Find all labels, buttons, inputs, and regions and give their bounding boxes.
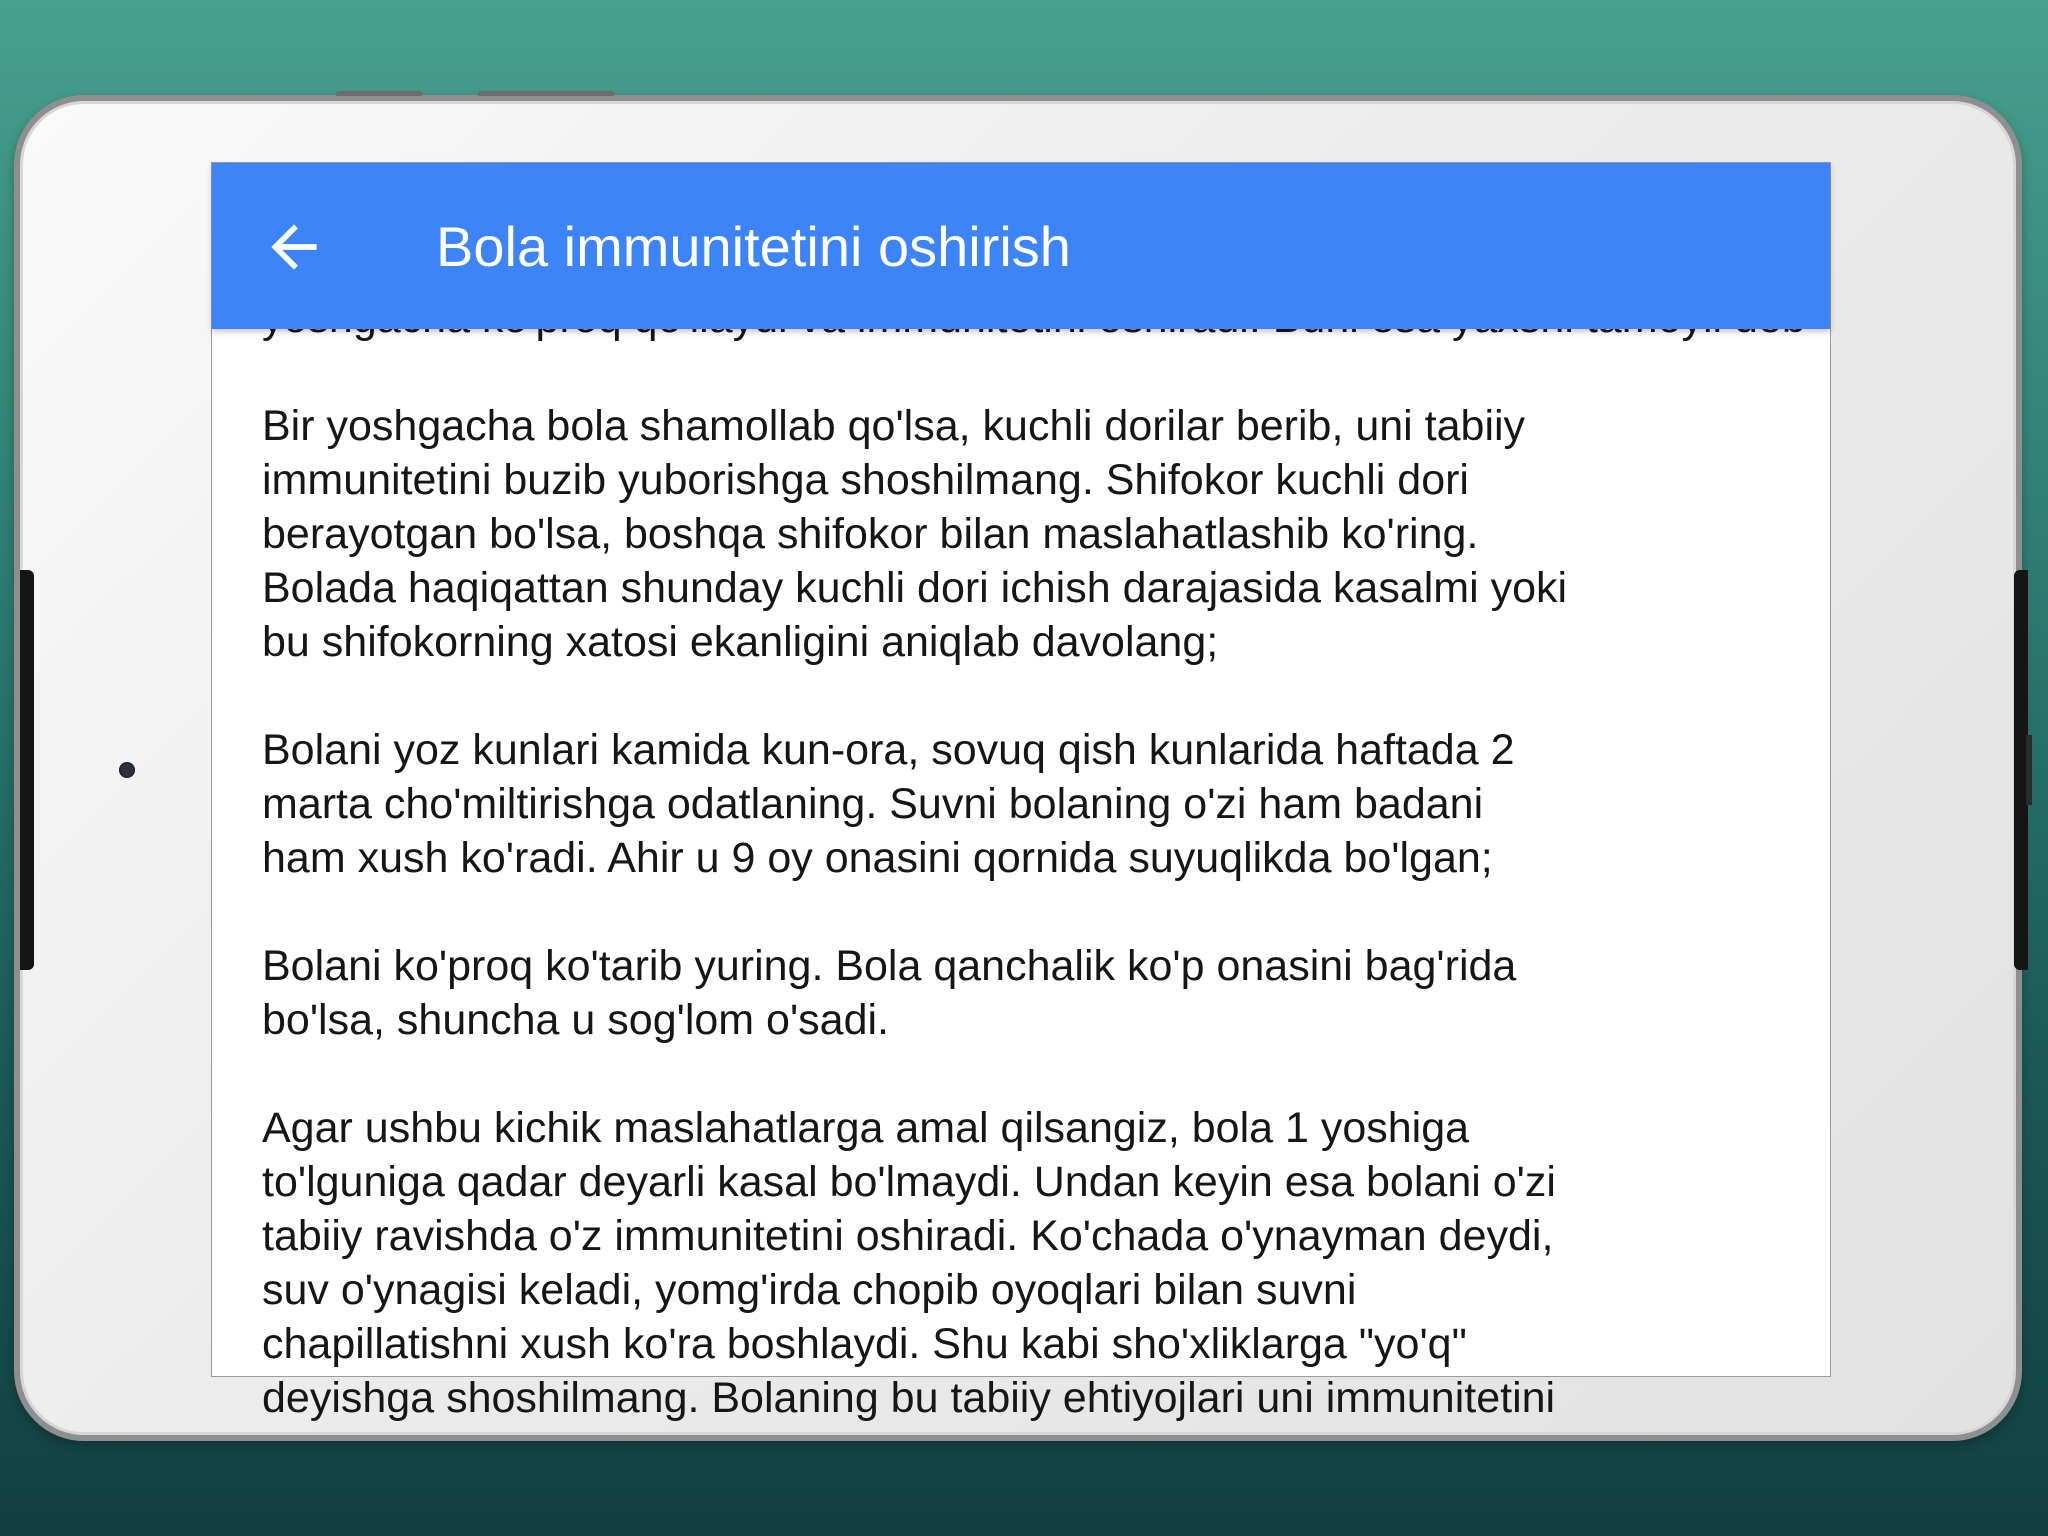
paragraph-line: Bir yoshgacha bola shamollab qo'lsa, kuchli dorilar berib, uni tabiiy: [262, 402, 1526, 450]
article-paragraph: [262, 1101, 1802, 1425]
power-button: [478, 91, 614, 96]
page-title: Bola immunitetini oshirish: [436, 215, 1071, 278]
article-body: [262, 291, 1802, 1479]
article-paragraph: [262, 399, 1802, 669]
paragraph-line: bo'lsa, shuncha u sog'lom o'sadi.: [262, 996, 890, 1044]
paragraph-line: immunitetini buzib yuborishga shoshilmang. Shifokor kuchli dori: [262, 456, 1469, 504]
paragraph-line: bu shifokorning xatosi ekanligini aniqlab davolang;: [262, 618, 1219, 666]
article-scroll-view[interactable]: [212, 329, 1830, 1422]
volume-button: [336, 91, 422, 96]
paragraph-line: Bolani yoz kunlari kamida kun-ora, sovuq qish kunlarida haftada 2: [262, 726, 1515, 774]
paragraph-line: berayotgan bo'lsa, boshqa shifokor bilan maslahatlashib ko'ring.: [262, 510, 1479, 558]
front-camera: [119, 762, 135, 778]
article-paragraph: [262, 939, 1802, 1047]
paragraph-line: to'lguniga qadar deyarli kasal bo'lmaydi. Undan keyin esa bolani o'zi: [262, 1158, 1556, 1206]
side-bezel-left: [20, 570, 34, 970]
paragraph-line: Bolani ko'proq ko'tarib yuring. Bola qanchalik ko'p onasini bag'rida: [262, 942, 1517, 990]
paragraph-line: suv o'ynagisi keladi, yomg'irda chopib oyoqlari bilan suvni: [262, 1266, 1357, 1314]
paragraph-line: deyishga shoshilmang. Bolaning bu tabiiy ehtiyojlari uni immunitetini: [262, 1374, 1556, 1422]
paragraph-line: Agar ushbu kichik maslahatlarga amal qilsangiz, bola 1 yoshiga: [262, 1104, 1470, 1152]
side-notch: [2026, 735, 2032, 805]
paragraph-line: Bolada haqiqattan shunday kuchli dori ichish darajasida kasalmi yoki: [262, 564, 1568, 612]
paragraph-line: ham xush ko'radi. Ahir u 9 oy onasini qornida suyuqlikda bo'lgan;: [262, 834, 1493, 882]
paragraph-line: marta cho'miltirishga odatlaning. Suvni bolaning o'zi ham badani: [262, 780, 1484, 828]
article-paragraph: [262, 723, 1802, 885]
app-screen: [211, 162, 1831, 1422]
paragraph-line: chapillatishni xush ko'ra boshlaydi. Shu kabi sho'xliklarga "yo'q": [262, 1320, 1467, 1368]
back-button[interactable]: [260, 213, 328, 281]
app-bar: [212, 163, 1830, 329]
arrow-back-icon: [260, 213, 328, 281]
paragraph-line: tabiiy ravishda o'z immunitetini oshiradi. Ko'chada o'ynayman deydi,: [262, 1212, 1554, 1260]
